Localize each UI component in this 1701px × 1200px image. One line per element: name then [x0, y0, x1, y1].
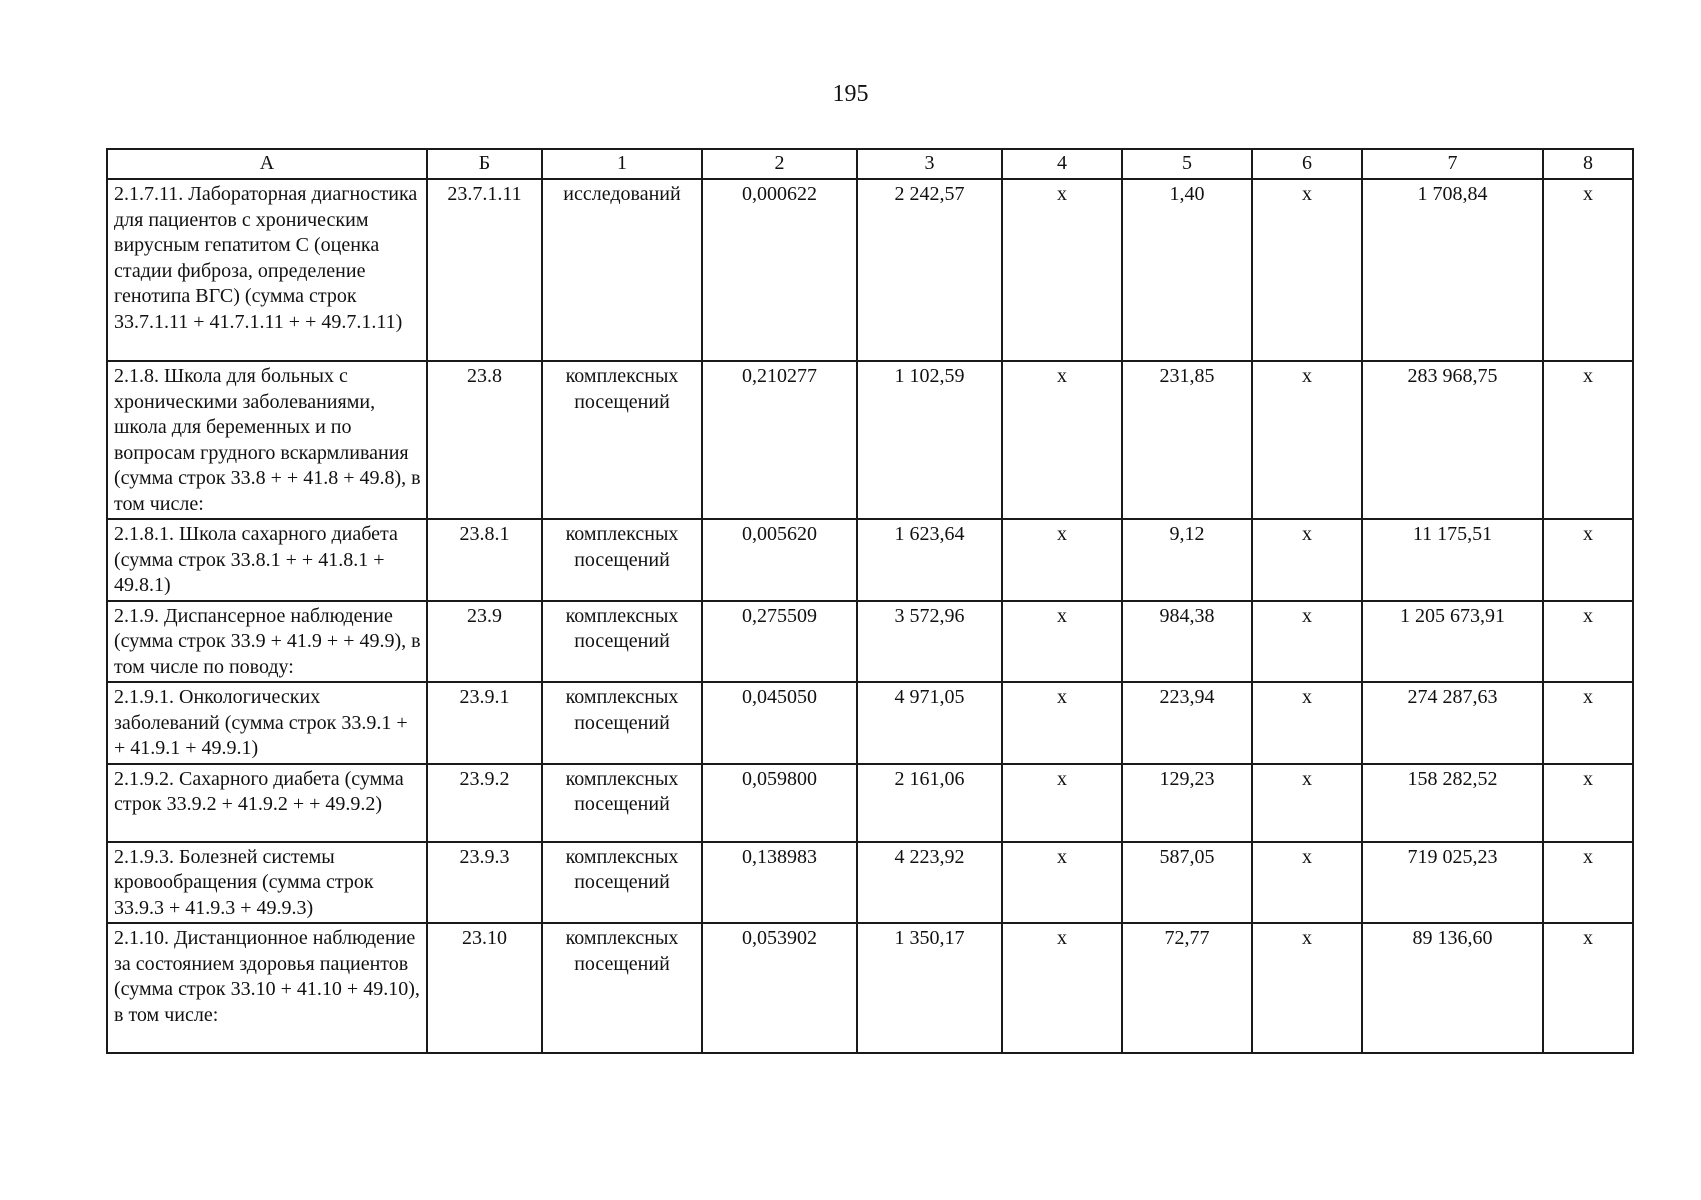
- row-value-4: х: [1002, 682, 1122, 764]
- row-description: 2.1.9.2. Сахарного диабета (сумма строк 33.9.2 + 41.9.2 + + 49.9.2): [107, 764, 427, 842]
- row-value-2: 0,053902: [702, 923, 857, 1053]
- data-table: [106, 148, 1634, 1054]
- row-value-4: х: [1002, 179, 1122, 361]
- row-description: 2.1.8.1. Школа сахарного диабета (сумма строк 33.8.1 + + 41.8.1 + 49.8.1): [107, 519, 427, 601]
- table-row: [107, 682, 1633, 764]
- row-value-3: 3 572,96: [857, 601, 1002, 683]
- row-value-7: 89 136,60: [1362, 923, 1543, 1053]
- row-value-6: х: [1252, 842, 1362, 924]
- row-value-6: х: [1252, 682, 1362, 764]
- row-value-8: х: [1543, 601, 1633, 683]
- row-value-3: 4 971,05: [857, 682, 1002, 764]
- row-description: 2.1.9. Диспансерное наблюдение (сумма строк 33.9 + 41.9 + + 49.9), в том числе по поводу:: [107, 601, 427, 683]
- row-value-4: х: [1002, 361, 1122, 519]
- row-value-5: 223,94: [1122, 682, 1252, 764]
- row-value-2: 0,005620: [702, 519, 857, 601]
- row-value-7: 719 025,23: [1362, 842, 1543, 924]
- row-value-8: х: [1543, 842, 1633, 924]
- row-value-7: 1 205 673,91: [1362, 601, 1543, 683]
- row-unit: комплексных посещений: [542, 519, 702, 601]
- col-header-7: 7: [1362, 149, 1543, 179]
- row-value-2: 0,045050: [702, 682, 857, 764]
- row-value-4: х: [1002, 923, 1122, 1053]
- row-description: 2.1.8. Школа для больных с хроническими заболеваниями, школа для беременных и по вопросам грудного вскармливания (сумма строк 33.8 + + 41.8 + 49.8), в том числе:: [107, 361, 427, 519]
- row-value-8: х: [1543, 682, 1633, 764]
- col-header-1: 1: [542, 149, 702, 179]
- row-value-5: 9,12: [1122, 519, 1252, 601]
- row-value-6: х: [1252, 179, 1362, 361]
- table-row: [107, 179, 1633, 361]
- row-code: 23.9: [427, 601, 542, 683]
- row-value-5: 1,40: [1122, 179, 1252, 361]
- table-row: [107, 361, 1633, 519]
- row-description: 2.1.9.1. Онкологических заболеваний (сумма строк 33.9.1 + + 41.9.1 + 49.9.1): [107, 682, 427, 764]
- row-value-4: х: [1002, 601, 1122, 683]
- row-value-3: 1 623,64: [857, 519, 1002, 601]
- col-header-2: 2: [702, 149, 857, 179]
- row-value-8: х: [1543, 519, 1633, 601]
- row-code: 23.10: [427, 923, 542, 1053]
- col-header-5: 5: [1122, 149, 1252, 179]
- row-value-8: х: [1543, 764, 1633, 842]
- row-value-6: х: [1252, 361, 1362, 519]
- row-description: 2.1.7.11. Лабораторная диагностика для пациентов с хроническим вирусным гепатитом С (оценка стадии фиброза, определение генотипа ВГС) (сумма строк 33.7.1.11 + 41.7.1.11 + + 49.7.1.11): [107, 179, 427, 361]
- row-unit: комплексных посещений: [542, 764, 702, 842]
- row-value-6: х: [1252, 601, 1362, 683]
- row-value-8: х: [1543, 179, 1633, 361]
- row-value-8: х: [1543, 923, 1633, 1053]
- table-row: [107, 923, 1633, 1053]
- row-unit: комплексных посещений: [542, 682, 702, 764]
- col-header-a: А: [107, 149, 427, 179]
- row-code: 23.9.1: [427, 682, 542, 764]
- row-value-6: х: [1252, 923, 1362, 1053]
- row-value-2: 0,059800: [702, 764, 857, 842]
- row-unit: комплексных посещений: [542, 601, 702, 683]
- row-value-7: 274 287,63: [1362, 682, 1543, 764]
- page-number: 195: [832, 81, 869, 107]
- row-value-2: 0,138983: [702, 842, 857, 924]
- row-value-7: 283 968,75: [1362, 361, 1543, 519]
- row-unit: комплексных посещений: [542, 842, 702, 924]
- row-description: 2.1.9.3. Болезней системы кровообращения (сумма строк 33.9.3 + 41.9.3 + 49.9.3): [107, 842, 427, 924]
- row-value-2: 0,210277: [702, 361, 857, 519]
- row-value-3: 2 161,06: [857, 764, 1002, 842]
- row-code: 23.7.1.11: [427, 179, 542, 361]
- table-row: [107, 842, 1633, 924]
- row-value-6: х: [1252, 764, 1362, 842]
- row-value-5: 587,05: [1122, 842, 1252, 924]
- col-header-8: 8: [1543, 149, 1633, 179]
- row-value-3: 4 223,92: [857, 842, 1002, 924]
- row-value-4: х: [1002, 519, 1122, 601]
- row-code: 23.8.1: [427, 519, 542, 601]
- col-header-3: 3: [857, 149, 1002, 179]
- col-header-b: Б: [427, 149, 542, 179]
- row-value-4: х: [1002, 764, 1122, 842]
- row-description: 2.1.10. Дистанционное наблюдение за состоянием здоровья пациентов (сумма строк 33.10 + 41.10 + 49.10), в том числе:: [107, 923, 427, 1053]
- table-header-row: [107, 149, 1633, 179]
- table-row: [107, 764, 1633, 842]
- row-value-5: 72,77: [1122, 923, 1252, 1053]
- row-value-3: 1 350,17: [857, 923, 1002, 1053]
- row-unit: комплексных посещений: [542, 923, 702, 1053]
- row-code: 23.8: [427, 361, 542, 519]
- row-unit: комплексных посещений: [542, 361, 702, 519]
- row-code: 23.9.3: [427, 842, 542, 924]
- row-value-5: 129,23: [1122, 764, 1252, 842]
- col-header-6: 6: [1252, 149, 1362, 179]
- row-value-2: 0,275509: [702, 601, 857, 683]
- table-row: [107, 519, 1633, 601]
- row-value-7: 1 708,84: [1362, 179, 1543, 361]
- row-value-5: 231,85: [1122, 361, 1252, 519]
- col-header-4: 4: [1002, 149, 1122, 179]
- row-value-8: х: [1543, 361, 1633, 519]
- row-value-3: 2 242,57: [857, 179, 1002, 361]
- row-value-3: 1 102,59: [857, 361, 1002, 519]
- row-value-7: 11 175,51: [1362, 519, 1543, 601]
- row-value-2: 0,000622: [702, 179, 857, 361]
- row-value-5: 984,38: [1122, 601, 1252, 683]
- row-unit: исследований: [542, 179, 702, 361]
- row-code: 23.9.2: [427, 764, 542, 842]
- row-value-7: 158 282,52: [1362, 764, 1543, 842]
- table-row: [107, 601, 1633, 683]
- row-value-6: х: [1252, 519, 1362, 601]
- row-value-4: х: [1002, 842, 1122, 924]
